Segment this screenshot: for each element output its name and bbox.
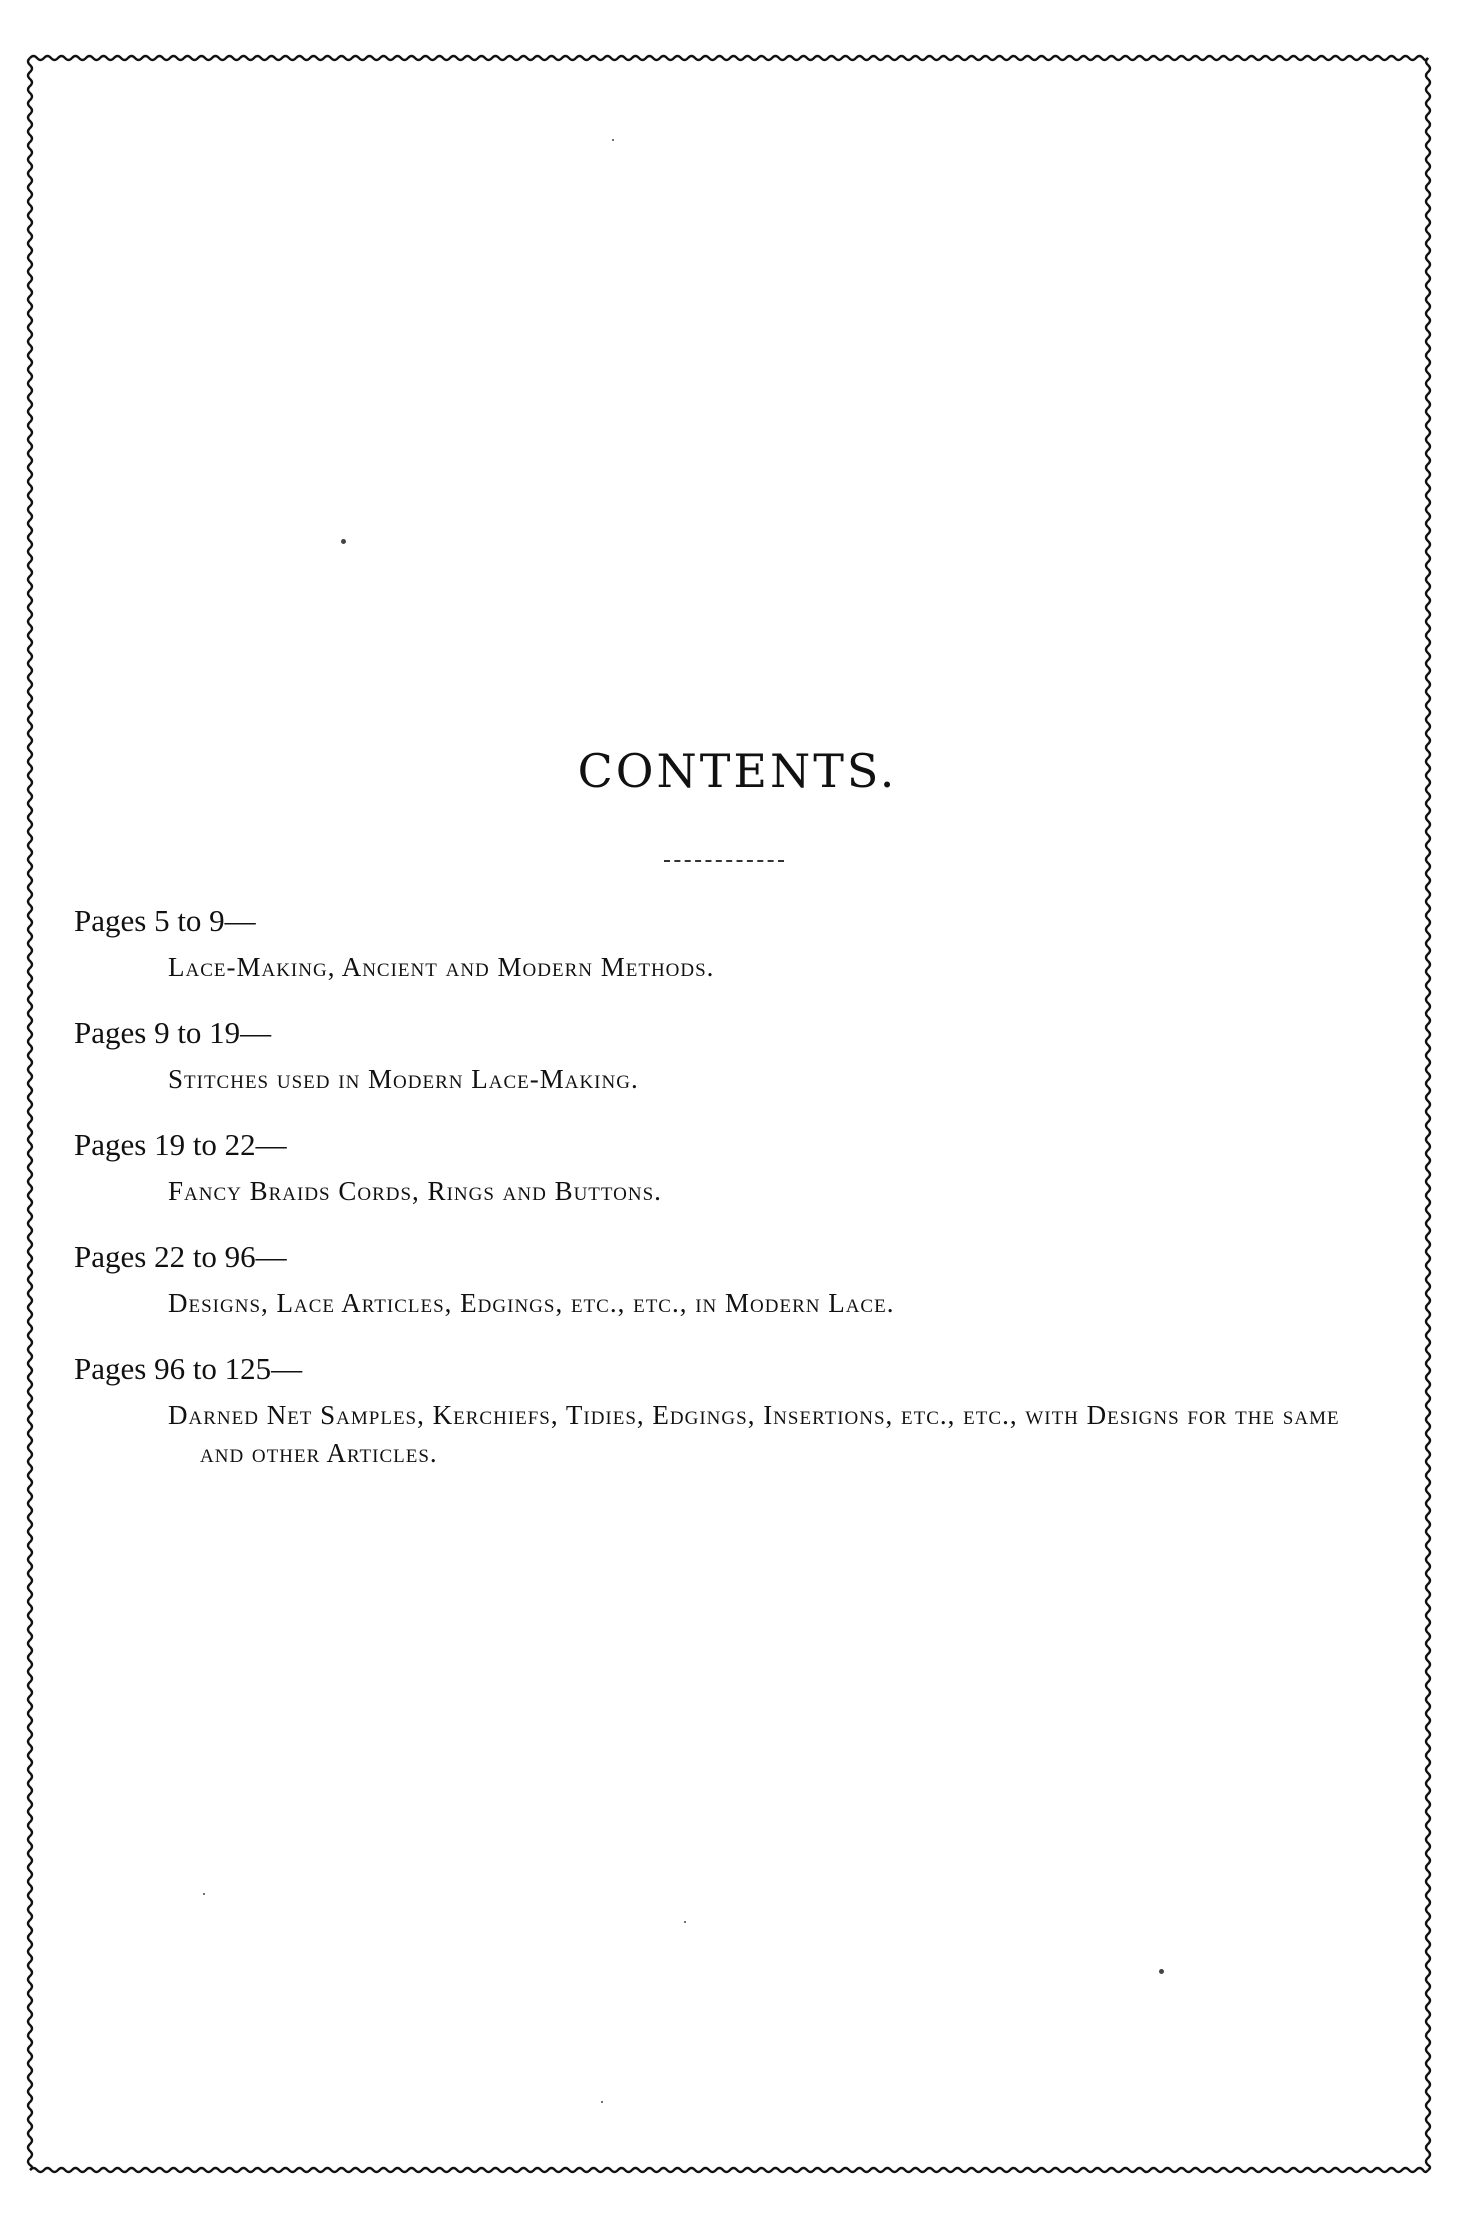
print-speck <box>684 1921 686 1923</box>
toc-description: Darned Net Samples, Kerchiefs, Tidies, Edgings, Insertions, etc., etc., with Designs for the same and other Articles. <box>168 1400 1340 1468</box>
border-left <box>28 58 32 2170</box>
print-speck <box>203 1893 205 1895</box>
toc-page-range: Pages 22 to 96— <box>74 1239 287 1274</box>
toc-entry <box>74 902 1384 986</box>
table-of-contents <box>74 902 1384 1500</box>
print-speck <box>1159 1969 1164 1974</box>
toc-page-range: Pages 9 to 19— <box>74 1015 272 1050</box>
toc-description: Designs, Lace Articles, Edgings, etc., etc., in Modern Lace. <box>168 1288 895 1318</box>
print-speck <box>341 539 346 544</box>
toc-entry <box>74 1350 1384 1472</box>
print-speck <box>601 2101 603 2103</box>
toc-page-range: Pages 19 to 22— <box>74 1127 287 1162</box>
toc-description: Fancy Braids Cords, Rings and Buttons. <box>168 1176 662 1206</box>
toc-description: Lace-Making, Ancient and Modern Methods. <box>168 952 715 982</box>
toc-entry <box>74 1126 1384 1210</box>
border-top <box>30 56 1428 60</box>
toc-page-range: Pages 96 to 125— <box>74 1351 303 1386</box>
toc-entry <box>74 1014 1384 1098</box>
toc-description: Stitches used in Modern Lace-Making. <box>168 1064 639 1094</box>
border-right <box>1426 58 1430 2170</box>
toc-entry <box>74 1238 1384 1322</box>
print-speck <box>612 139 614 141</box>
title-divider <box>664 860 784 862</box>
page-title: CONTENTS. <box>577 744 898 798</box>
toc-page-range: Pages 5 to 9— <box>74 903 256 938</box>
border-bottom <box>30 2168 1428 2172</box>
